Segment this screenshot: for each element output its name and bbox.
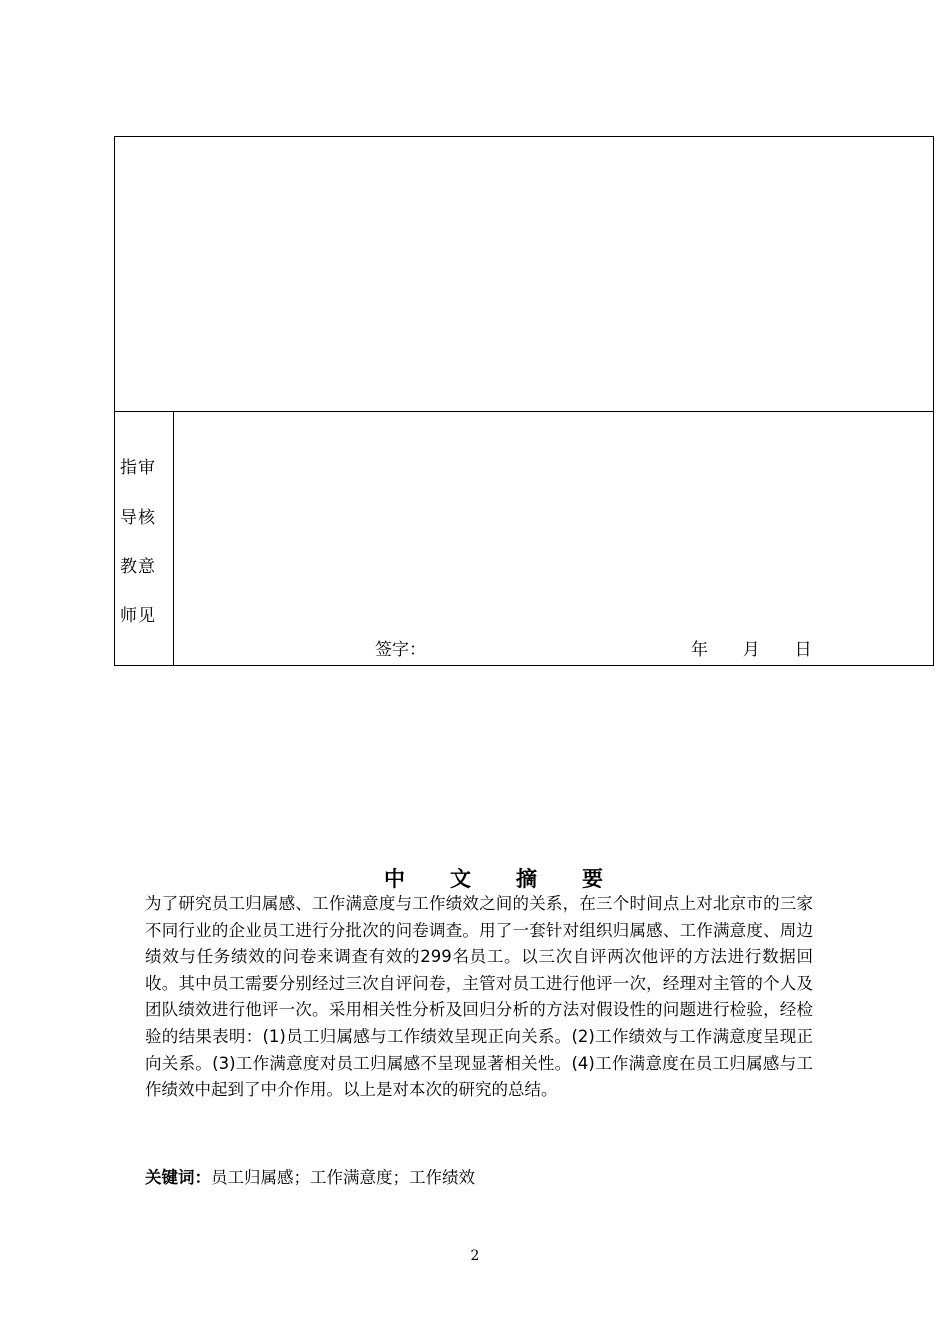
signature-label: 签字： — [375, 640, 426, 660]
review-table — [114, 136, 934, 666]
advisor-review-label-column — [115, 412, 174, 665]
review-comments-area[interactable] — [115, 137, 933, 412]
keywords-label: 关键词： — [145, 1168, 211, 1187]
keywords-line — [145, 1166, 475, 1190]
keywords-value: 员工归属感；工作满意度；工作绩效 — [211, 1168, 475, 1187]
abstract-body — [145, 891, 813, 1104]
date-field: 年 月 日 — [691, 640, 812, 660]
abstract-title: 中文摘要 — [384, 867, 648, 891]
label-line-1: 指审 — [120, 458, 156, 478]
label-line-2: 导核 — [120, 508, 156, 528]
page-number: 2 — [470, 1248, 480, 1264]
abstract-paragraph: 为了研究员工归属感、工作满意度与工作绩效之间的关系，在三个时间点上对北京市的三家不同行业的企业员工进行分批次的问卷调查。用了一套针对组织归属感、工作满意度、周边绩效与任务绩效的问卷来调查有效的299名员工。以三次自评两次他评的方法进行数据回收。其中员工需要分别经过三次自评问卷，主管对员工进行他评一次，经理对主管的个人及团队绩效进行他评一次。采用相关性分析及回归分析的方法对假设性的问题进行检验，经检验的结果表明：(1)员工归属感与工作绩效呈现正向关系。(2)工作绩效与工作满意度呈现正向关系。(3)工作满意度对员工归属感不呈现显著相关性。(4)工作满意度在员工归属感与工作绩效中起到了中介作用。以上是对本次的研究的总结。 — [145, 894, 813, 1100]
label-line-3: 教意 — [120, 557, 156, 577]
label-line-4: 师见 — [120, 606, 156, 626]
